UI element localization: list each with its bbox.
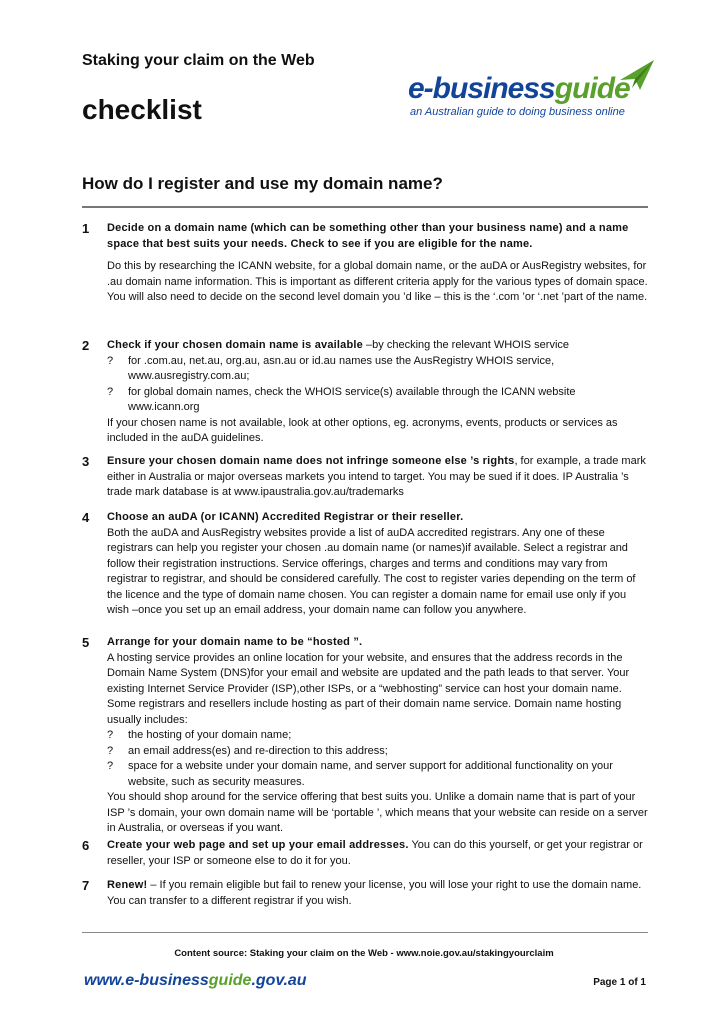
footer-url-part3: .gov.au <box>251 972 307 989</box>
step-lead: Create your web page and set up your email addresses. <box>107 839 409 851</box>
step-tail: If your chosen name is not available, look at other options, eg. acronyms, events, products or services as included in the auDA guidelines. <box>107 416 618 444</box>
step-5 <box>82 635 648 837</box>
step-number: 6 <box>82 838 90 853</box>
step-paragraph: Do this by researching the ICANN website, for a global domain name, or the auDA or AusRegistry websites, for .au domain name information. This is important as different criteria apply for the various types of domain space. You will also need to decide on the second level domain you ’d like – this is the ‘.com ’or ‘.net ’part of the name. <box>107 260 648 303</box>
bullet-icon: ? <box>107 760 114 772</box>
list-item <box>107 744 648 760</box>
step-tail: You should shop around for the service offering that best suits you. Unlike a domain name that is part of your ISP ’s domain, your own domain name will be ‘portable ’, which means that your website can reside on a server in Australia, or overseas if you want. <box>107 791 648 834</box>
step-6 <box>82 838 648 869</box>
list-item <box>107 385 648 416</box>
ebusinessguide-logo <box>408 58 658 128</box>
step-lead: Check if your chosen domain name is available <box>107 339 363 351</box>
step-4 <box>82 510 648 619</box>
footer-url-part2: guide <box>208 972 252 989</box>
step-intro: A hosting service provides an online location for your website, and ensures that the address records in the Domain Name System (DNS)for your email and website are updated and the path leads to that server. Your existing Internet Service Provider (ISP),other ISPs, or a “webhosting” service can host your domain name. Some registrars and resellers include hosting as part of their domain name service. Domain name hosting usually includes: <box>107 651 630 726</box>
step-lead-rest: , for example, a trade mark either in Australia or major overseas markets you intend to target. You may be sued if it does. IP Australia ’s trade mark database is at www.ipaustralia.gov.au/trademarks <box>107 455 646 498</box>
list-item-text: space for a website under your domain name, and server support for additional functionality on your website, such as security measures. <box>128 760 613 788</box>
step-lead: Ensure your chosen domain name does not infringe someone else ’s rights <box>107 455 515 467</box>
step-number: 7 <box>82 878 90 893</box>
step-3 <box>82 454 648 501</box>
step-number: 2 <box>82 338 90 353</box>
list-item-text: an email address(es) and re-direction to this address; <box>128 744 388 757</box>
page-number: Page 1 of 1 <box>593 977 646 988</box>
step-number: 5 <box>82 635 90 650</box>
logo-tagline: an Australian guide to doing business online <box>410 106 625 118</box>
page-question: How do I register and use my domain name? <box>82 174 443 193</box>
step-lead: Choose an auDA (or ICANN) Accredited Registrar or their reseller. <box>107 511 464 523</box>
step-lead: Arrange for your domain name to be “hosted ”. <box>107 636 363 648</box>
list-item <box>107 759 648 790</box>
list-item <box>107 728 648 744</box>
footer-source: Content source: Staking your claim on the Web - www.noie.gov.au/stakingyourclaim <box>174 948 554 959</box>
bullet-icon: ? <box>107 385 114 398</box>
list-item-text: for global domain names, check the WHOIS service(s) available through the ICANN website www.icann.org <box>128 385 576 413</box>
step-1 <box>82 221 648 306</box>
paper-plane-icon <box>618 58 656 92</box>
list-item-text: the hosting of your domain name; <box>128 729 292 741</box>
step-lead-rest: –by checking the relevant WHOIS service <box>362 339 570 351</box>
step-lead-rest: You can do this yourself, or get your registrar or reseller, your ISP or someone else to do it for you. <box>107 839 643 867</box>
logo-word-part2: guide <box>554 72 630 105</box>
step-lead-rest: – If you remain eligible but fail to renew your license, you will lose your right to use the domain name. You can transfer to a different registrar if you wish. <box>107 879 642 907</box>
step-number: 3 <box>82 454 90 469</box>
step-7 <box>82 878 648 909</box>
step-lead: Decide on a domain name (which can be something other than your business name) and a name space that best suits your needs. Check to see if you are eligible for the name. <box>107 222 629 250</box>
footer-url-logo <box>84 972 307 990</box>
footer-divider <box>82 932 648 933</box>
step-number: 4 <box>82 510 90 525</box>
step-tail: Both the auDA and AusRegistry websites provide a list of auDA accredited registrars. Any one of these registrars can help you register your chosen .au domain name (or names)if available. Select a registrar and follow their registration instructions. Service offerings, charges and terms and conditions may vary from registrar to registrar, and should be considered carefully. The cost to register varies depending on the term of the licence and the type of domain name chosen. You can register a domain name for email use only if you wish –once you set up an email address, your domain name can follow you anywhere. <box>107 526 636 616</box>
divider <box>82 206 648 208</box>
footer-url-part1: www.e-business <box>84 972 209 989</box>
step-lead: Renew! <box>107 879 148 891</box>
bullet-icon: ? <box>107 354 114 367</box>
list-item <box>107 354 648 385</box>
logo-wordmark <box>408 72 630 106</box>
step-2 <box>82 338 648 447</box>
bullet-icon: ? <box>107 744 114 757</box>
bullet-icon: ? <box>107 729 114 741</box>
header-title: Staking your claim on the Web <box>82 52 315 69</box>
list-item-text: for .com.au, net.au, org.au, asn.au or id.au names use the AusRegistry WHOIS service, www.ausregistry.com.au; <box>128 354 555 382</box>
logo-word-part1: e-business <box>408 72 555 105</box>
header-heading: checklist <box>82 94 202 125</box>
step-number: 1 <box>82 221 90 236</box>
